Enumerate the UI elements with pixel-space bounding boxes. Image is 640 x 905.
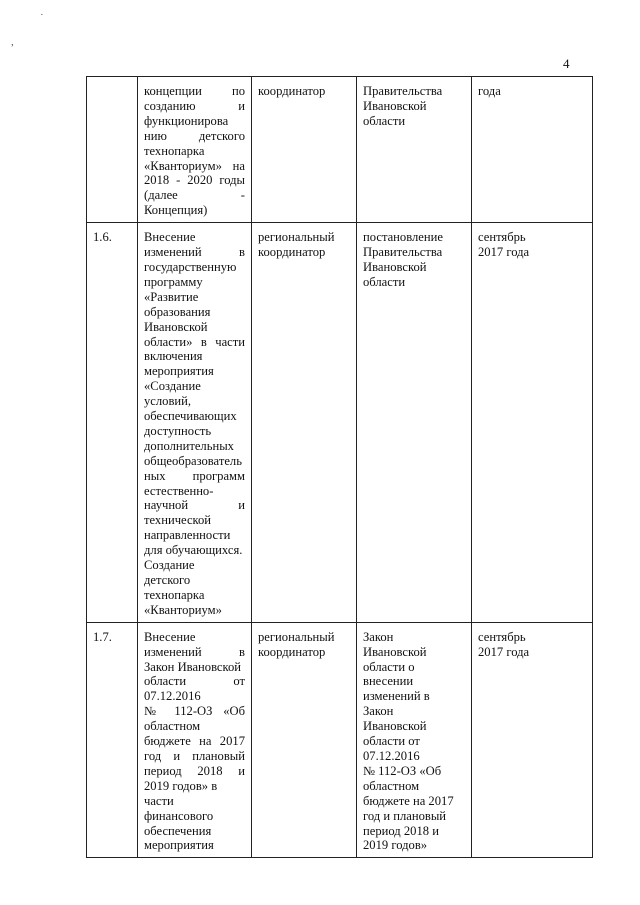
row-number-cell: 1.6. xyxy=(87,223,138,623)
scan-mark-top: ˙ xyxy=(40,12,44,24)
deadline-cell: сентябрь 2017 года xyxy=(472,622,593,858)
deadline-cell: сентябрь 2017 года xyxy=(472,223,593,623)
row-number-cell: 1.7. xyxy=(87,622,138,858)
table-row xyxy=(87,622,593,858)
responsible-cell: координатор xyxy=(252,77,357,223)
document-cell: Закон Ивановской области о внесении изменений в Закон Ивановской области от 07.12.2016 № 112-ОЗ «Об областном бюджете на 2017 год и плановый период 2018 и 2019 годов» xyxy=(357,622,472,858)
responsible-cell: региональный координатор xyxy=(252,622,357,858)
document-cell: Правительства Ивановской области xyxy=(357,77,472,223)
deadline-cell: года xyxy=(472,77,593,223)
document-cell: постановление Правительства Ивановской области xyxy=(357,223,472,623)
page-number: 4 xyxy=(563,56,570,71)
measure-cell: концепции по созданию и функционирова нию детского технопарка «Кванториум» на 2018 - 2020 годы (далее - Концепция) xyxy=(138,77,252,223)
responsible-cell: региональный координатор xyxy=(252,223,357,623)
measures-table xyxy=(86,76,593,858)
table-row xyxy=(87,77,593,223)
scan-mark-left: , xyxy=(11,36,14,48)
measure-cell: Внесение изменений в государственную программу «Развитие образования Ивановской области» в части включения мероприятия «Создание условий, обеспечивающих доступность дополнительных общеобразователь ных программ естественно- научной и технической направленности для обучающихся. Создание детского технопарка «Кванториум» xyxy=(138,223,252,623)
table-row xyxy=(87,223,593,623)
row-number-cell xyxy=(87,77,138,223)
measure-cell: Внесение изменений в Закон Ивановской области от 07.12.2016 № 112-ОЗ «Об областном бюджете на 2017 год и плановый период 2018 и 2019 годов» в части финансового обеспечения мероприятия xyxy=(138,622,252,858)
